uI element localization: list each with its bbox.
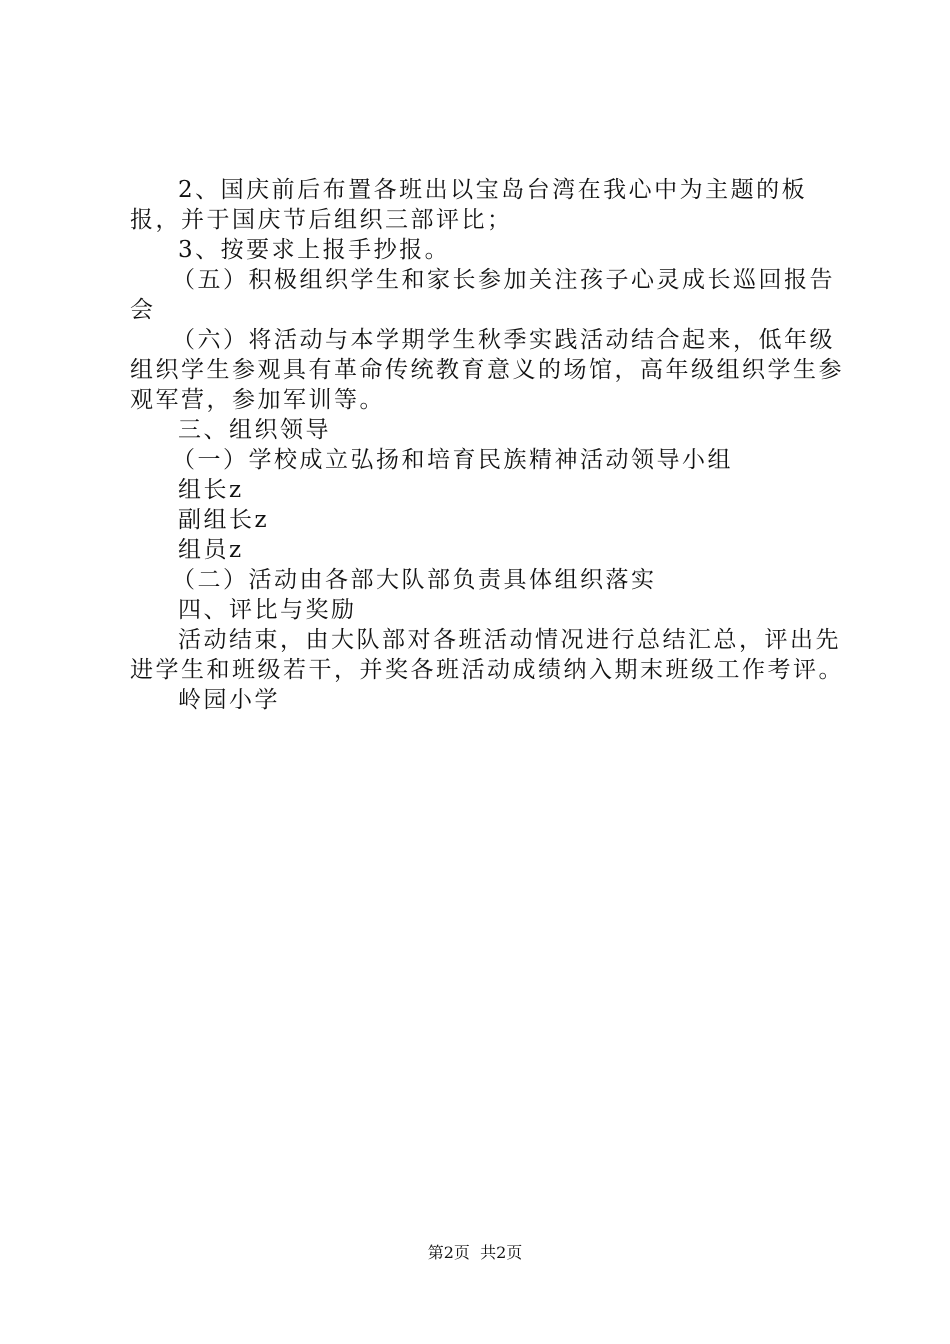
section-heading-3: 三、组织领导	[178, 417, 331, 443]
paragraph-4: （六）将活动与本学期学生秋季实践活动结合起来，低年级组织学生参观具有革命传统教育意义的场馆，高年级组织学生参观军营，参加军训等。	[130, 327, 844, 413]
page-number-label: 第2页 共2页	[427, 1243, 523, 1262]
paragraph-10: （二）活动由各部大队部负责具体组织落实	[172, 567, 657, 593]
document-body	[130, 175, 850, 715]
paragraph-6: （一）学校成立弘扬和培育民族精神活动领导小组	[172, 447, 733, 473]
paragraph-2: 3、按要求上报手抄报。	[178, 237, 451, 263]
paragraph-12: 活动结束，由大队部对各班活动情况进行总结汇总，评出先进学生和班级若干，并奖各班活动成绩纳入期末班级工作考评。	[130, 627, 844, 683]
section-heading-4: 四、评比与奖励	[178, 597, 357, 623]
school-signature: 岭园小学	[178, 687, 280, 713]
paragraph-3: （五）积极组织学生和家长参加关注孩子心灵成长巡回报告会	[130, 267, 835, 323]
group-leader-line: 组长z	[178, 477, 244, 503]
page-footer	[0, 1243, 950, 1263]
paragraph-1: 2、国庆前后布置各班出以宝岛台湾在我心中为主题的板报，并于国庆节后组织三部评比；	[130, 177, 808, 233]
member-line: 组员z	[178, 537, 244, 563]
deputy-leader-line: 副组长z	[178, 507, 270, 533]
